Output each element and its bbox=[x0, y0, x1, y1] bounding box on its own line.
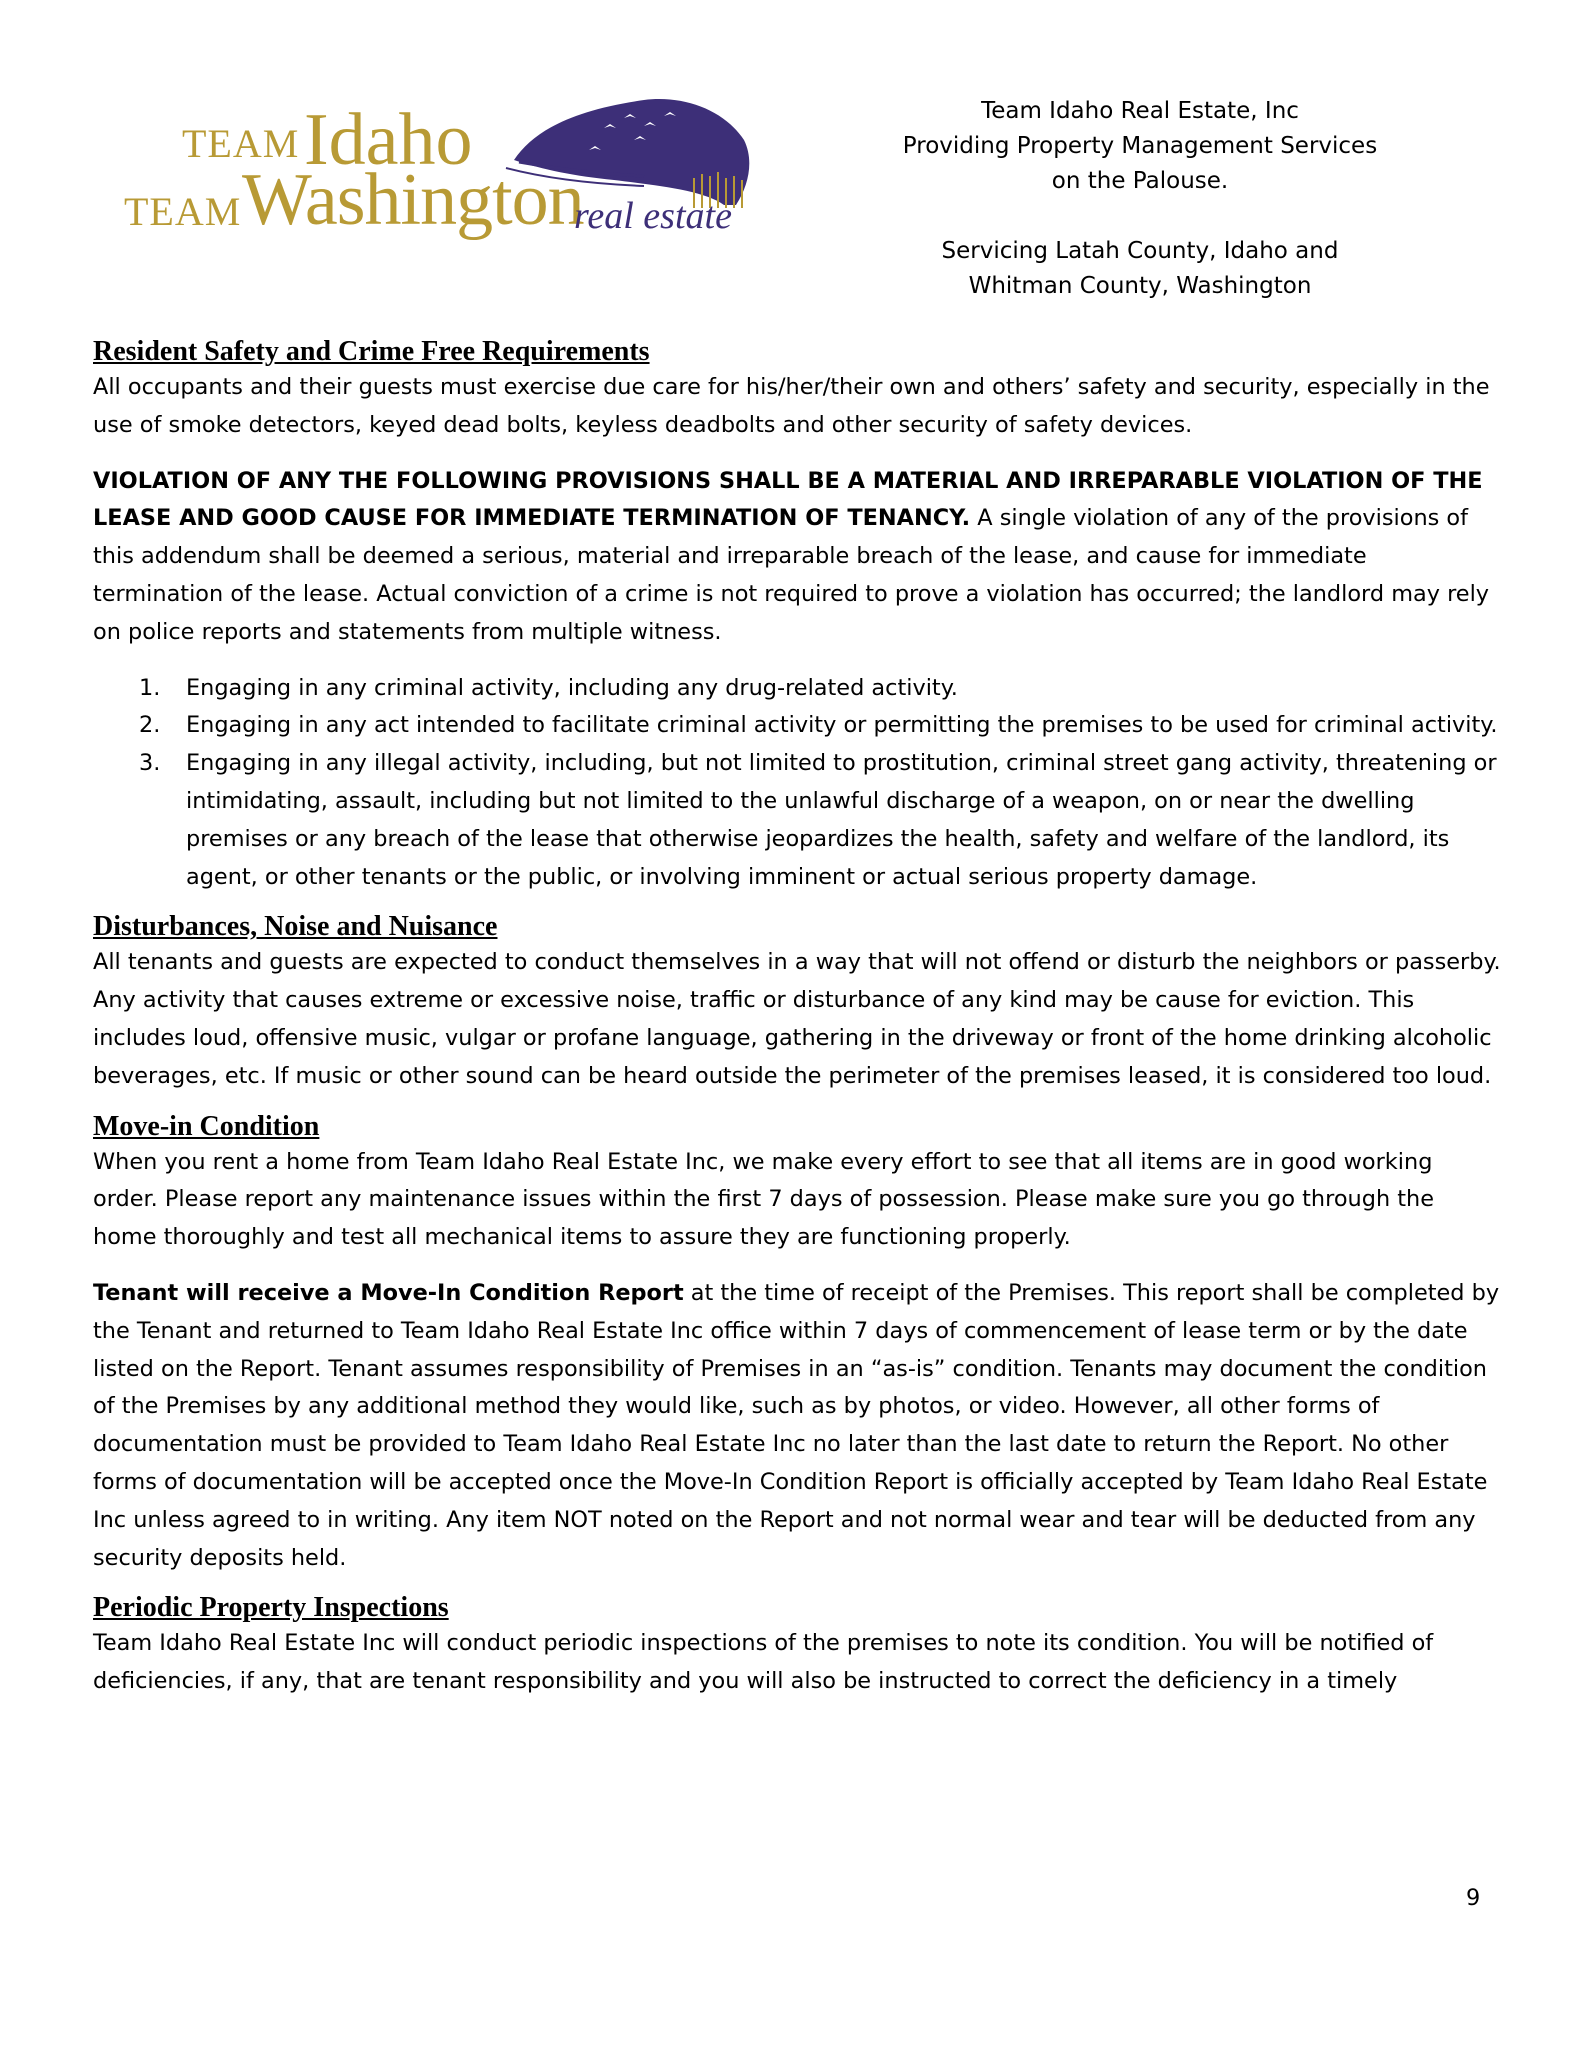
document-body bbox=[93, 335, 1503, 1701]
list-item bbox=[93, 670, 1503, 708]
list-item bbox=[93, 745, 1503, 896]
company-spacer bbox=[880, 199, 1400, 234]
section-heading-safety: Resident Safety and Crime Free Requirements bbox=[93, 336, 650, 367]
logo-team-text: TEAM bbox=[182, 121, 300, 166]
logo-real-estate-text: real estate bbox=[574, 195, 732, 237]
movein-report-bold: Tenant will receive a Move-In Condition Report bbox=[93, 1279, 684, 1306]
company-tagline: Providing Property Management Services bbox=[902, 133, 1378, 159]
company-header bbox=[880, 94, 1400, 304]
section-heading-movein: Move-in Condition bbox=[93, 1110, 320, 1142]
list-text: Engaging in any criminal activity, including any drug-related activity. bbox=[186, 674, 958, 701]
list-text: Engaging in any act intended to facilitate criminal activity or permitting the premises to be used for criminal activity. bbox=[186, 712, 1498, 739]
list-number: 2. bbox=[139, 712, 161, 739]
violation-paragraph bbox=[93, 463, 1503, 652]
logo-team-text-2: TEAM bbox=[124, 189, 242, 234]
company-service-area-2: Whitman County, Washington bbox=[968, 273, 1312, 299]
movein-text: When you rent a home from Team Idaho Real Estate Inc, we make every effort to see that all items are in good working order. Please report any maintenance issues within the first 7 days of possession. Please make sure you go through the home thoroughly and test all mechanical items to assure they are functioning properly. bbox=[93, 1148, 1434, 1251]
company-logo bbox=[124, 90, 774, 260]
violation-text: A single violation of any of the provisions of this addendum shall be deemed a serious, material and irreparable breach of the lease, and cause for immediate termination of the lease. Actual conviction of a crime is not required to prove a violation has occurred; the landlord may rely on police reports and statements from multiple witness. bbox=[93, 505, 1490, 645]
section-heading-inspections: Periodic Property Inspections bbox=[93, 1592, 449, 1624]
violation-bold: VIOLATION OF ANY THE FOLLOWING PROVISIONS SHALL BE A MATERIAL AND IRREPARABLE VIOLATION OF THE LEASE AND GOOD CAUSE FOR IMMEDIATE TERMINATION OF TENANCY. bbox=[93, 467, 1483, 532]
movein-report-text: at the time of receipt of the Premises. This report shall be completed by the Tenant and returned to Team Idaho Real Estate Inc office within 7 days of commencement of lease term or by the date listed on the Report. Tenant assumes responsibility of Premises in an “as-is” condition. Tenants may document the condition of the Premises by any additional method they would like, such as by photos, or video. However, all other forms of documentation must be provided to Team Idaho Real Estate Inc no later than the last date to return the Report. No other forms of documentation will be accepted once the Move-In Condition Report is officially accepted by Team Idaho Real Estate Inc unless agreed to in writing. Any item NOT noted on the Report and not normal wear and tear will be deducted from any security deposits held. bbox=[93, 1279, 1500, 1571]
company-service-area: Servicing Latah County, Idaho and bbox=[941, 238, 1339, 264]
section-heading-disturbances: Disturbances, Noise and Nuisance bbox=[93, 911, 498, 943]
safety-intro: All occupants and their guests must exercise due care for his/her/their own and others’ safety and security, especially in the use of smoke detectors, keyed dead bolts, keyless deadbolts and other security of safety devices. bbox=[93, 374, 1490, 438]
page-number: 9 bbox=[1466, 1885, 1481, 1911]
company-name: Team Idaho Real Estate, Inc bbox=[981, 98, 1299, 124]
list-text: Engaging in any illegal activity, including, but not limited to prostitution, criminal street gang activity, threatening or intimidating, assault, including but not limited to the unlawful discharge of a weapon, on or near the dwelling premises or any breach of the lease that otherwise jeopardizes the health, safety and welfare of the landlord, its agent, or other tenants or the public, or involving imminent or actual serious property damage. bbox=[186, 750, 1497, 890]
company-tagline-2: on the Palouse. bbox=[1051, 168, 1229, 194]
list-item bbox=[93, 707, 1503, 745]
list-number: 3. bbox=[139, 750, 161, 777]
inspections-text: Team Idaho Real Estate Inc will conduct periodic inspections of the premises to note its condition. You will be notified of deficiencies, if any, that are tenant responsibility and you will also be instructed to correct the deficiency in a timely bbox=[93, 1630, 1434, 1695]
logo-washington-text: Washington bbox=[242, 159, 584, 241]
movein-report-paragraph bbox=[93, 1275, 1503, 1577]
logo-idaho-text: Idaho bbox=[304, 99, 473, 181]
list-number: 1. bbox=[139, 674, 161, 701]
disturbances-text: All tenants and guests are expected to conduct themselves in a way that will not offend or disturb the neighbors or passerby. Any activity that causes extreme or excessive noise, traffic or disturbance of any kind may be cause for eviction. This includes loud, offensive music, vulgar or profane language, gathering in the driveway or front of the home drinking alcoholic beverages, etc. If music or other sound can be heard outside the perimeter of the premises leased, it is considered too loud. bbox=[93, 949, 1501, 1089]
violation-list bbox=[93, 670, 1503, 897]
